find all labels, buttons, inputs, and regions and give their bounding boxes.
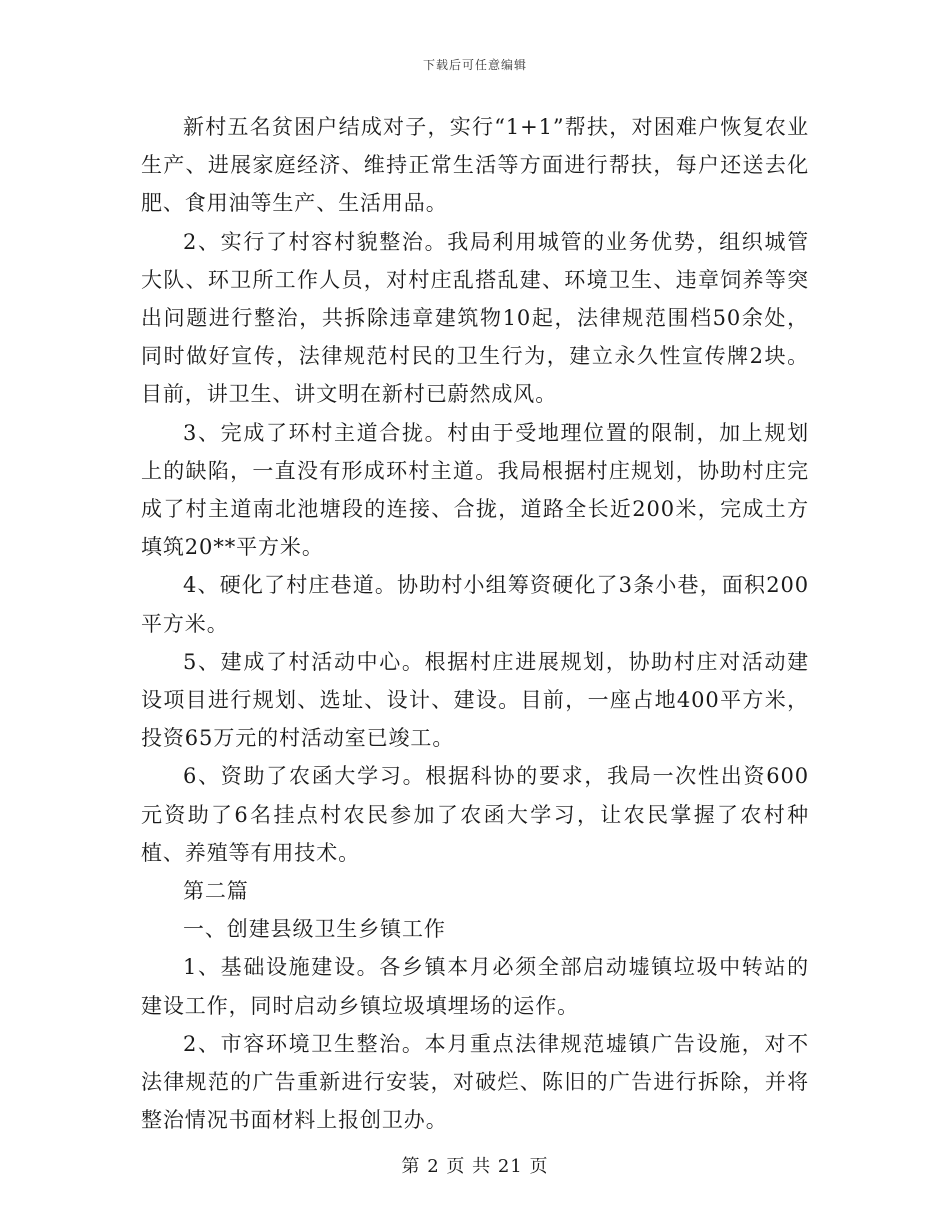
paragraph-environment: 2、市容环境卫生整治。本月重点法律规范墟镇广告设施，对不法律规范的广告重新进行安装，对破烂、陈旧的广告进行拆除，并将整治情况书面材料上报创卫办。: [141, 1031, 809, 1133]
paragraph-item-4: 4、硬化了村庄巷道。协助村小组筹资硬化了3条小巷，面积200平方米。: [141, 573, 809, 636]
paragraph-item-5: 5、建成了村活动中心。根据村庄进展规划，协助村庄对活动建设项目进行规划、选址、设计、建设。目前，一座占地400平方米，投资65万元的村活动室已竣工。: [141, 649, 809, 751]
paragraph-item-3: 3、完成了环村主道合拢。村由于受地理位置的限制，加上规划上的缺陷，一直没有形成环村主道。我局根据村庄规划，协助村庄完成了村主道南北池塘段的连接、合拢，道路全长近200米，完成土方填筑20**平方米。: [141, 420, 809, 560]
paragraph-infrastructure: 1、基础设施建设。各乡镇本月必须全部启动墟镇垃圾中转站的建设工作，同时启动乡镇垃圾填埋场的运作。: [141, 955, 809, 1018]
section-heading: 第二篇: [183, 879, 249, 904]
subsection-heading: 一、创建县级卫生乡镇工作: [183, 917, 446, 942]
paragraph-continuation: 新村五名贫困户结成对子，实行“1+1”帮扶，对困难户恢复农业生产、进展家庭经济、维持正常生活等方面进行帮扶，每户还送去化肥、食用油等生产、生活用品。: [141, 115, 809, 216]
document-body: [141, 108, 809, 1139]
paragraph-item-2: 2、实行了村容村貌整治。我局利用城管的业务优势，组织城管大队、环卫所工作人员，对村庄乱搭乱建、环境卫生、违章饲养等突出问题进行整治，共拆除违章建筑物10起，法律规范围档50余处，同时做好宣传，法律规范村民的卫生行为，建立永久性宣传牌2块。目前，讲卫生、讲文明在新村已蔚然成风。: [141, 229, 809, 407]
page-header-note: 下载后可任意编辑: [422, 58, 527, 72]
paragraph-item-6: 6、资助了农函大学习。根据科协的要求，我局一次性出资600元资助了6名挂点村农民参加了农函大学习，让农民掌握了农村种植、养殖等有用技术。: [141, 764, 809, 865]
page-number-footer: 第 2 页 共 21 页: [401, 1156, 549, 1177]
